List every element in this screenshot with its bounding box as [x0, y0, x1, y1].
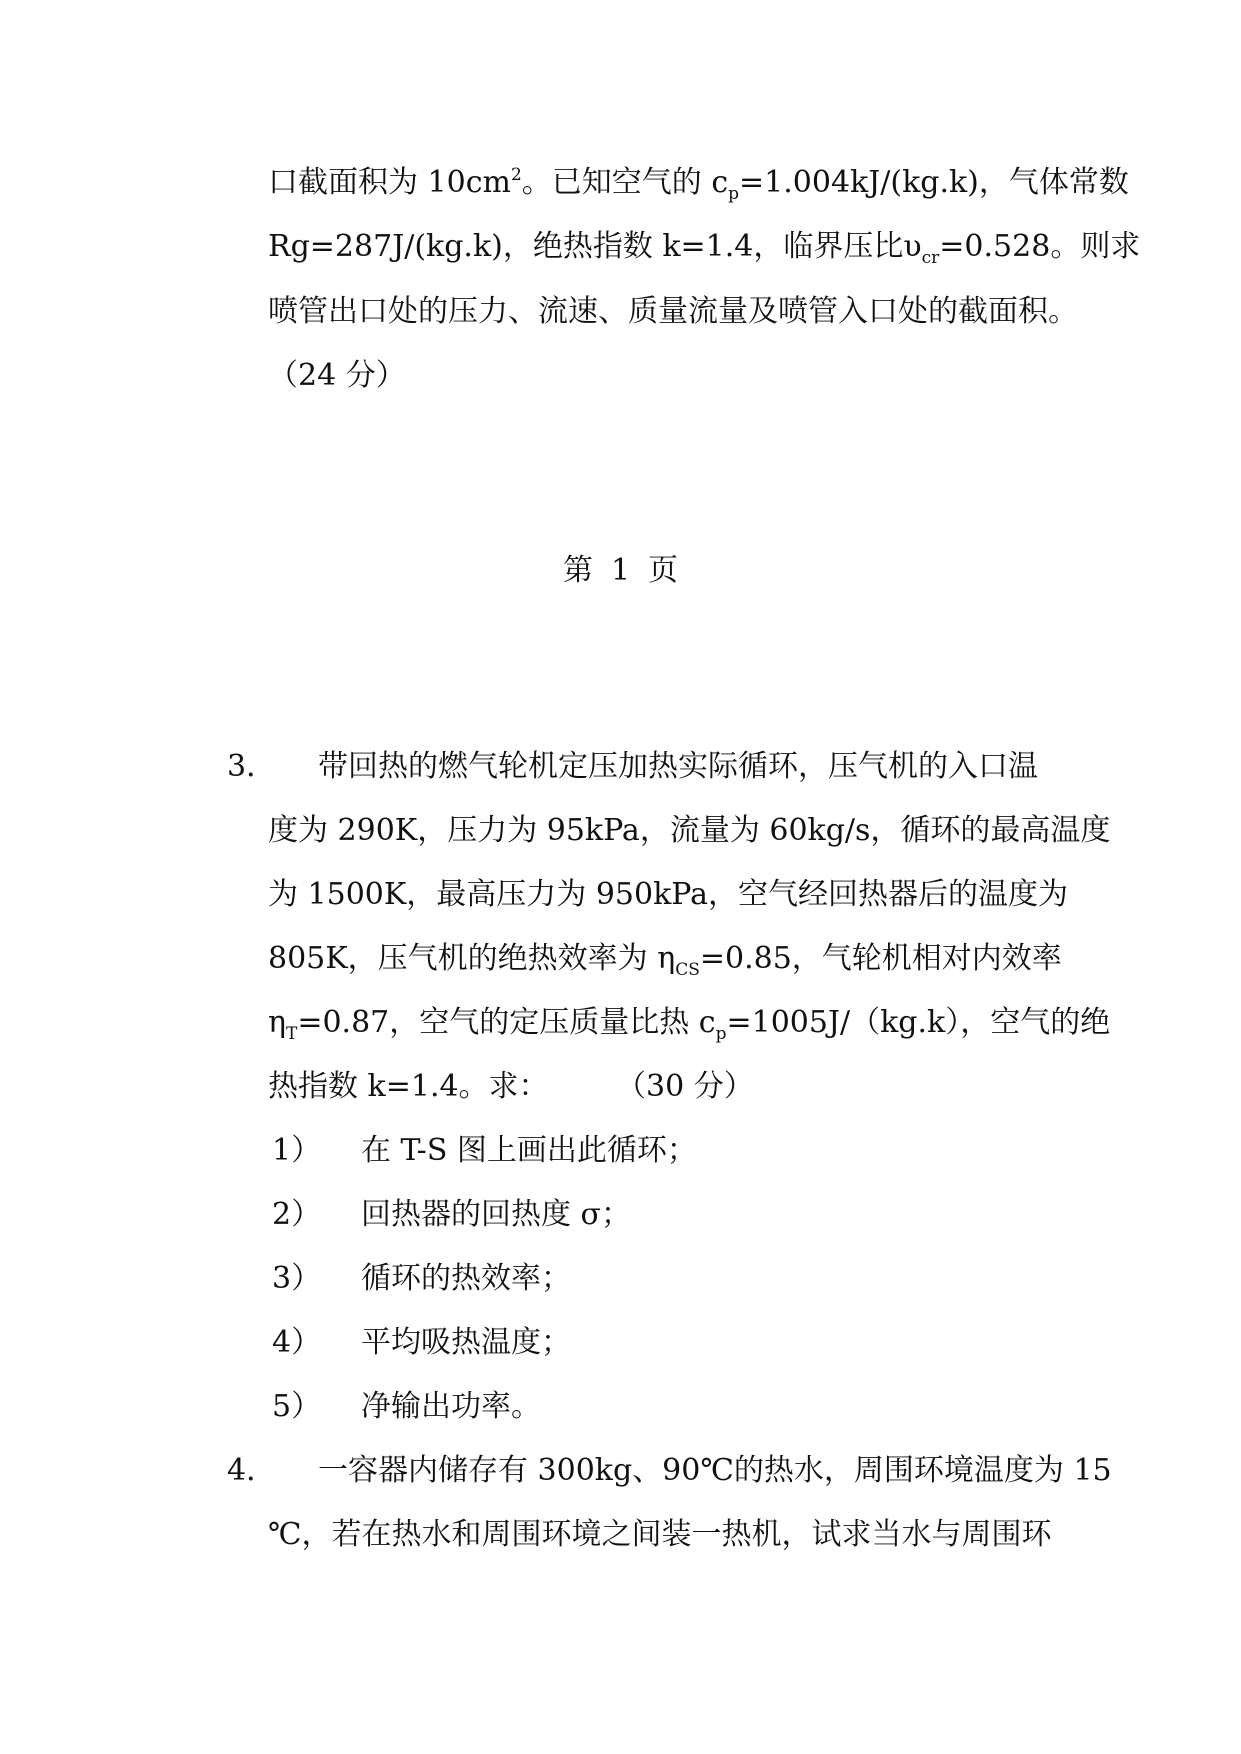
subscript: p [715, 1024, 727, 1044]
problem-4-line-2: ℃，若在热水和周围环境之间装一热机，试求当水与周围环 [268, 1517, 1052, 1552]
prev-problem-line-2 [268, 229, 1141, 268]
text-segment: =0.87，空气的定压质量比热 c [297, 1005, 716, 1040]
prev-problem-line-1 [268, 165, 1129, 204]
text-segment: =0.528。则求 [939, 229, 1141, 264]
text-segment: 805K，压气机的绝热效率为 η [268, 941, 676, 976]
problem-3-line-1: 带回热的燃气轮机定压加热实际循环，压气机的入口温 [318, 749, 1038, 784]
problem-4-number: 4． [227, 1453, 277, 1488]
sub-item-number: 1） [272, 1133, 322, 1168]
sub-item-text: 净输出功率。 [361, 1389, 541, 1424]
sub-item-number: 4） [272, 1325, 322, 1360]
problem-3-number: 3． [227, 749, 277, 784]
subscript: CS [675, 960, 700, 980]
subscript: cr [921, 248, 940, 268]
text-segment: =0.85，气轮机相对内效率 [699, 941, 1062, 976]
problem-3-line-4 [268, 941, 1062, 980]
problem-3-line-6 [268, 1069, 754, 1104]
problem-3-line-2: 度为 290K，压力为 95kPa，流量为 60kg/s，循环的最高温度 [268, 813, 1111, 848]
text-segment: 口截面积为 10cm [268, 165, 511, 200]
prev-problem-line-4: （24 分） [268, 358, 406, 393]
page-number: 1 [610, 553, 631, 588]
page-footer [0, 553, 1241, 588]
score-label: （30 分） [616, 1069, 754, 1104]
text-segment: =1.004kJ/(kg.k)，气体常数 [739, 165, 1129, 200]
footer-suffix: 页 [648, 553, 679, 588]
sub-item-text: 回热器的回热度 σ； [361, 1197, 632, 1232]
text-segment: Rg=287J/(kg.k)，绝热指数 k=1.4，临界压比υ [268, 229, 922, 264]
problem-4-line-1: 一容器内储存有 300kg、90℃的热水，周围环境温度为 15 [318, 1453, 1112, 1488]
sub-item-number: 5） [272, 1389, 322, 1424]
text-segment: 热指数 k=1.4。求： [268, 1069, 549, 1104]
footer-prefix: 第 [562, 553, 593, 588]
sub-item-text: 平均吸热温度； [361, 1325, 571, 1360]
problem-3-line-5 [268, 1005, 1111, 1044]
problem-3-line-3: 为 1500K，最高压力为 950kPa，空气经回热器后的温度为 [268, 877, 1068, 912]
sub-item-number: 3） [272, 1261, 322, 1296]
prev-problem-line-3: 喷管出口处的压力、流速、质量流量及喷管入口处的截面积。 [268, 294, 1078, 329]
subscript: T [285, 1024, 298, 1044]
text-segment: 。已知空气的 c [521, 165, 729, 200]
text-segment: =1005J/（kg.k），空气的绝 [726, 1005, 1111, 1040]
text-segment: η [268, 1005, 286, 1040]
sub-item-text: 在 T-S 图上画出此循环； [361, 1133, 697, 1168]
sub-item-number: 2） [272, 1197, 322, 1232]
subscript: p [728, 184, 740, 204]
sub-item-text: 循环的热效率； [361, 1261, 571, 1296]
superscript: 2 [510, 165, 522, 185]
